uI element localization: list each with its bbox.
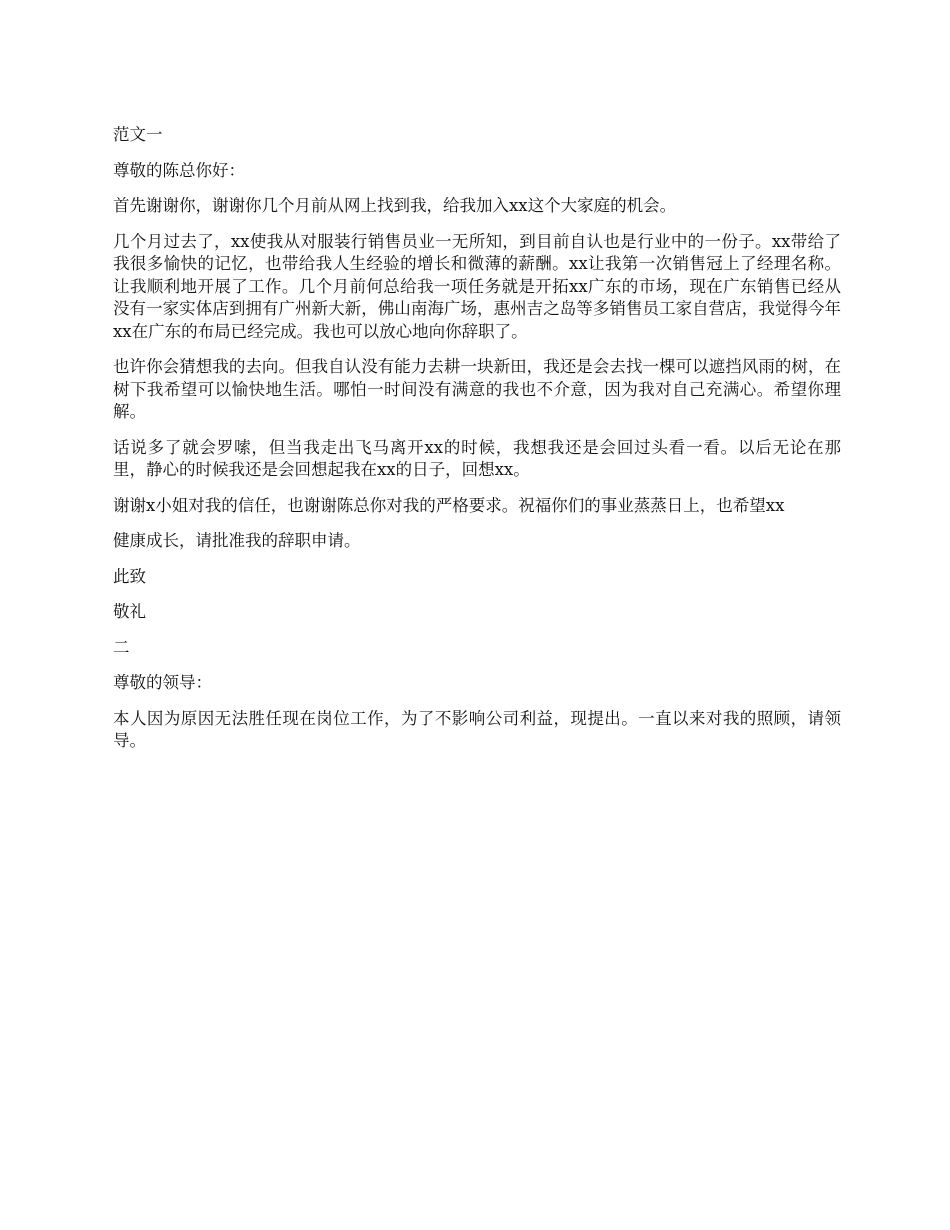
body-paragraph-2: 几个月过去了，xx使我从对服装行销售员业一无所知，到目前自认也是行业中的一份子。xx带给了我很多愉快的记忆，也带给我人生经验的增长和微薄的薪酬。xx让我第一次销售冠上了经理名称。让我顺利地开展了工作。几个月前何总给我一项任务就是开拓xx广东的市场，现在广东销售已经从没有一家实体店到拥有广州新大新，佛山南海广场，惠州吉之岛等多销售员工家自营店，我觉得今年xx在广东的布局已经完成。我也可以放心地向你辞职了。 [113, 231, 841, 341]
body-paragraph-6: 健康成长，请批准我的辞职申请。 [113, 531, 361, 550]
closing-line-2: 敬礼 [113, 602, 146, 621]
section-title-1: 范文一 [113, 125, 163, 144]
document-page [113, 124, 841, 766]
body-paragraph-5: 谢谢x小姐对我的信任，也谢谢陈总你对我的严格要求。祝福你们的事业蒸蒸日上，也希望xx [113, 495, 785, 515]
salutation-2: 尊敬的领导： [113, 673, 212, 692]
section-title-2: 二 [113, 637, 130, 657]
body-paragraph-1: 首先谢谢你，谢谢你几个月前从网上找到我，给我加入xx这个大家庭的机会。 [113, 196, 677, 215]
closing-line-1: 此致 [113, 566, 146, 586]
body-paragraph-7: 本人因为原因无法胜任现在岗位工作，为了不影响公司利益，现提出。一直以来对我的照顾，请领导。 [113, 708, 841, 750]
salutation-1: 尊敬的陈总你好： [113, 160, 245, 180]
body-paragraph-4: 话说多了就会罗嗦，但当我走出飞马离开xx的时候，我想我还是会回过头看一看。以后无论在那里，静心的时候我还是会回想起我在xx的日子，回想xx。 [113, 437, 841, 479]
body-paragraph-3: 也许你会猜想我的去向。但我自认没有能力去耕一块新田，我还是会去找一棵可以遮挡风雨的树，在树下我希望可以愉快地生活。哪怕一时间没有满意的我也不介意，因为我对自己充满心。希望你理解。 [113, 357, 841, 421]
